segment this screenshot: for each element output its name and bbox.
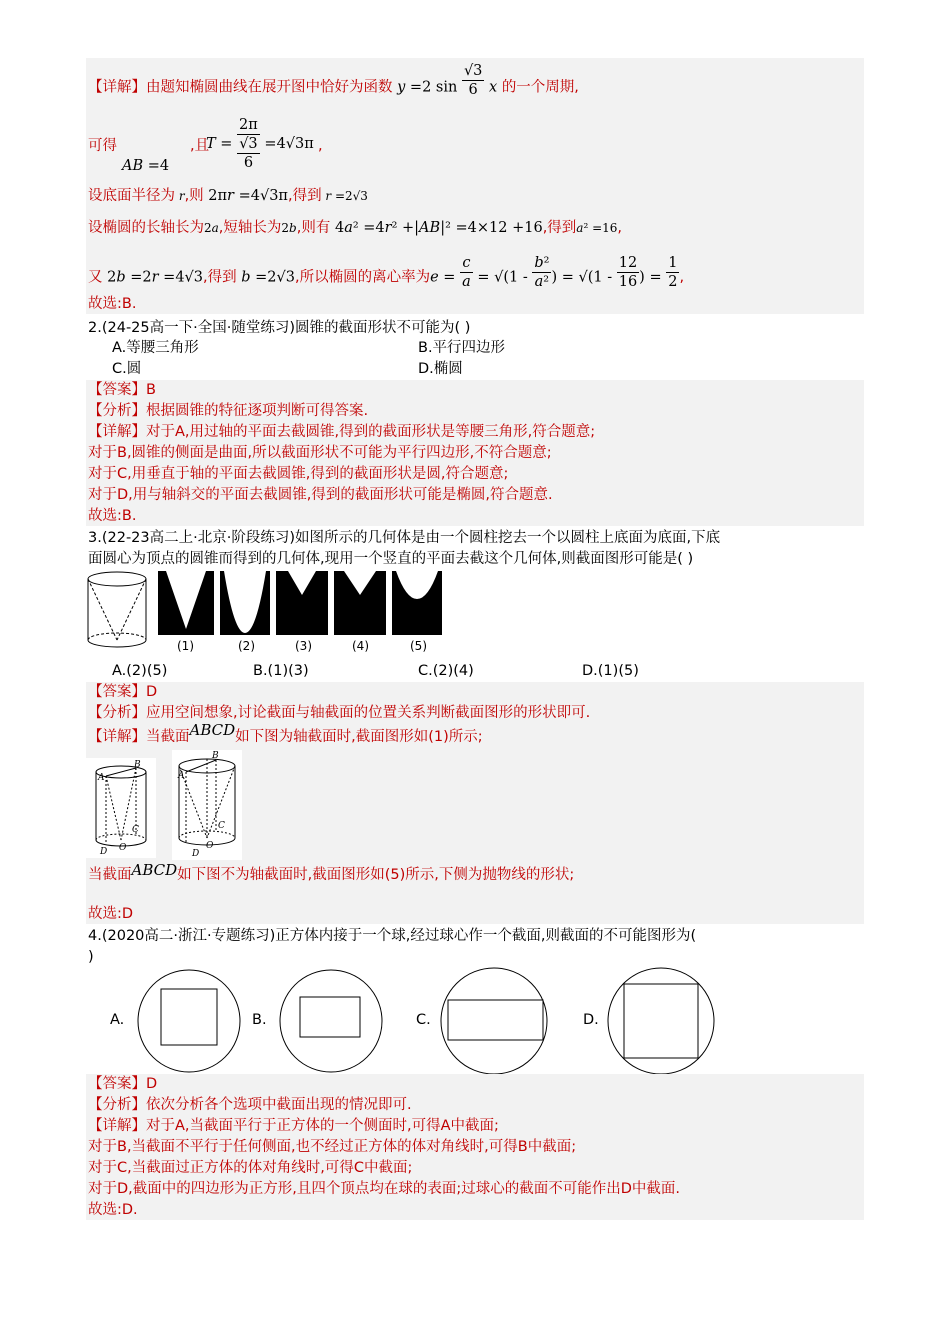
section-shape-4 (334, 571, 386, 635)
q4-detail-line: 对于D,截面中的四边形为正方形,且四个顶点均在球的表面;过球心的截面不可能作出D中截面. (88, 1181, 681, 1197)
q4-option-d: D. (583, 1012, 599, 1028)
q1-text: ,得到 (542, 220, 577, 236)
q3-fig-label-4: (4) (352, 639, 369, 653)
q1-text: ,且 (190, 138, 210, 154)
q3-answer: 【答案】D (88, 684, 158, 700)
q4-figure-b (276, 968, 386, 1074)
q2-analysis: 【分析】根据圆锥的特征逐项判断可得答案. (88, 403, 369, 419)
q1-text: 设底面半径为 (88, 188, 175, 204)
q4-detail-line: 故选:D. (88, 1202, 138, 1218)
q3-non-axial-section-figure (172, 750, 242, 860)
q3-abcd: ABCD (131, 861, 178, 879)
svg-text:D: D (192, 849, 200, 859)
q4-figure-a (136, 968, 242, 1074)
q1-detail-block (86, 58, 864, 314)
q3-fig-label-2: (2) (238, 639, 255, 653)
q4-figure-d (606, 966, 716, 1076)
q4-stem-line-2: ) (88, 949, 94, 965)
q3-text: 【详解】当截面 (88, 729, 190, 745)
q4-stem-line-1: 4.(2020高二·浙江·专题练习)正方体内接于一个球,经过球心作一个截面,则截面的不可能图形为( (88, 928, 697, 944)
q1-period-eq: T = 2π √3 6 =4√3π (206, 117, 314, 171)
q2-option-c: C.圆 (112, 361, 142, 377)
q1-text: 的一个周期, (501, 79, 579, 96)
q3-stem-line-2: 面圆心为顶点的圆锥而得到的几何体,现用一个竖直的平面去截这个几何体,则截面图形可能是( ) (88, 551, 694, 567)
q1-text: 设椭圆的长轴长为 (88, 220, 204, 236)
q1-ab-eq: AB =4 (122, 158, 170, 174)
q2-stem: 2.(24-25高一下·全国·随堂练习)圆锥的截面形状不可能为( ) (88, 320, 471, 336)
svg-text:B: B (212, 751, 219, 761)
q1-text: ,所以椭圆的离心率为 (294, 269, 431, 286)
q3-detail-line-2 (88, 861, 575, 885)
svg-text:C: C (218, 821, 225, 831)
q4-detail-line: 对于C,当截面过正方体的体对角线时,可得C中截面; (88, 1160, 413, 1176)
q4-analysis: 【分析】依次分析各个选项中截面出现的情况即可. (88, 1097, 412, 1113)
svg-text:O: O (119, 843, 127, 853)
q3-fig-label-1: (1) (177, 639, 194, 653)
q3-text: 如下图为轴截面时,截面图形如(1)所示; (235, 729, 483, 745)
q1-line-2 (88, 136, 117, 156)
svg-text:A: A (178, 771, 185, 781)
svg-text:D: D (100, 847, 108, 857)
q4-solution-block (86, 1074, 864, 1220)
q2-option-b: B.平行四边形 (418, 340, 506, 356)
q3-option-d: D.(1)(5) (582, 663, 639, 679)
q3-option-b: B.(1)(3) (253, 663, 309, 679)
q3-detail-line-1 (88, 721, 483, 747)
q4-answer: 【答案】D (88, 1076, 158, 1092)
q1-line-3: 设底面半径为 r,则 2πr =4√3π,得到 r =2√3 (88, 188, 368, 204)
q3-fig-label-3: (3) (295, 639, 312, 653)
q3-cylinder-figure (86, 570, 152, 652)
q3-analysis: 【分析】应用空间想象,讨论截面与轴截面的位置关系判断截面图形的形状即可. (88, 705, 591, 721)
q1-line-1: 【详解】由题知椭圆曲线在展开图中恰好为函数 y =2 sin $\frac{√3}{6}$ x 的一个周期, (88, 63, 579, 98)
q2-option-a: A.等腰三角形 (112, 340, 199, 356)
q3-fig-label-5: (5) (410, 639, 427, 653)
q2-detail-line: 对于B,圆锥的侧面是曲面,所以截面形状不可能为平行四边形,不符合题意; (88, 445, 552, 461)
q1-text: 又 (88, 269, 103, 286)
q4-option-b: B. (252, 1012, 267, 1028)
q3-conclusion: 故选:D (88, 906, 134, 922)
section-shape-3 (276, 571, 328, 635)
q3-section-shapes (158, 571, 444, 635)
q1-text: ,得到 (203, 269, 237, 286)
q4-figure-c (438, 966, 550, 1076)
q2-option-d: D.椭圆 (418, 361, 463, 377)
q1-conclusion: 故选:B. (88, 296, 137, 312)
q2-solution-block (86, 380, 864, 526)
q3-option-a: A.(2)(5) (112, 663, 168, 679)
svg-text:B: B (134, 760, 141, 770)
svg-text:A: A (98, 773, 105, 783)
section-shape-2 (220, 571, 270, 635)
q3-stem-line-1: 3.(22-23高二上·北京·阶段练习)如图所示的几何体是由一个圆柱挖去一个以圆柱上底面为底面,下底 (88, 530, 721, 546)
q3-option-c: C.(2)(4) (418, 663, 474, 679)
q2-detail-line: 【详解】对于A,用过轴的平面去截圆锥,得到的截面形状是等腰三角形,符合题意; (88, 424, 596, 440)
section-shape-1 (158, 571, 214, 635)
q2-detail-line: 对于D,用与轴斜交的平面去截圆锥,得到的截面形状可能是椭圆,符合题意. (88, 487, 553, 503)
q2-detail-line: 故选:B. (88, 508, 137, 524)
q1-text: , (318, 138, 323, 154)
q2-detail-line: 对于C,用垂直于轴的平面去截圆锥,得到的截面形状是圆,符合题意; (88, 466, 509, 482)
q1-text: 【详解】由题知椭圆曲线在展开图中恰好为函数 (88, 79, 393, 96)
q1-text: ,则有 (296, 220, 331, 236)
q3-abcd: ABCD (189, 721, 236, 739)
svg-text:O: O (206, 841, 214, 851)
q3-text: 如下图不为轴截面时,截面图形如(5)所示,下侧为抛物线的形状; (177, 867, 575, 883)
q3-text: 当截面 (88, 867, 132, 883)
q4-option-c: C. (416, 1012, 431, 1028)
q1-text: 可得 (88, 138, 117, 154)
q3-axial-section-figure (86, 758, 156, 858)
q4-option-a: A. (110, 1012, 125, 1028)
q4-detail-line: 对于B,当截面不平行于任何侧面,也不经过正方体的体对角线时,可得B中截面; (88, 1139, 577, 1155)
q1-text: ,得到 (287, 188, 322, 204)
q4-detail-line: 【详解】对于A,当截面平行于正方体的一个侧面时,可得A中截面; (88, 1118, 499, 1134)
svg-text:C: C (132, 825, 139, 835)
section-shape-5 (392, 571, 442, 635)
q1-line-5: 又 2b =2r =4√3,得到 b =2√3,所以椭圆的离心率为e = $\frac{c}{a}$ = √(1 - $\frac{\text{b²}}{\text{a²}}$ ) = √(1 - $\frac{12}{16}$ ) = $\frac{1}{2}$ , (88, 255, 685, 290)
q3-solution-block (86, 682, 864, 924)
q1-text: ,则 (184, 188, 204, 204)
q1-text: ,短轴长为 (218, 220, 282, 236)
q2-answer: 【答案】B (88, 382, 156, 398)
q1-line-4: 设椭圆的长轴长为2a,短轴长为2b,则有 4a² =4r² +|AB|² =4×12 +16,得到a² =16, (88, 220, 623, 236)
